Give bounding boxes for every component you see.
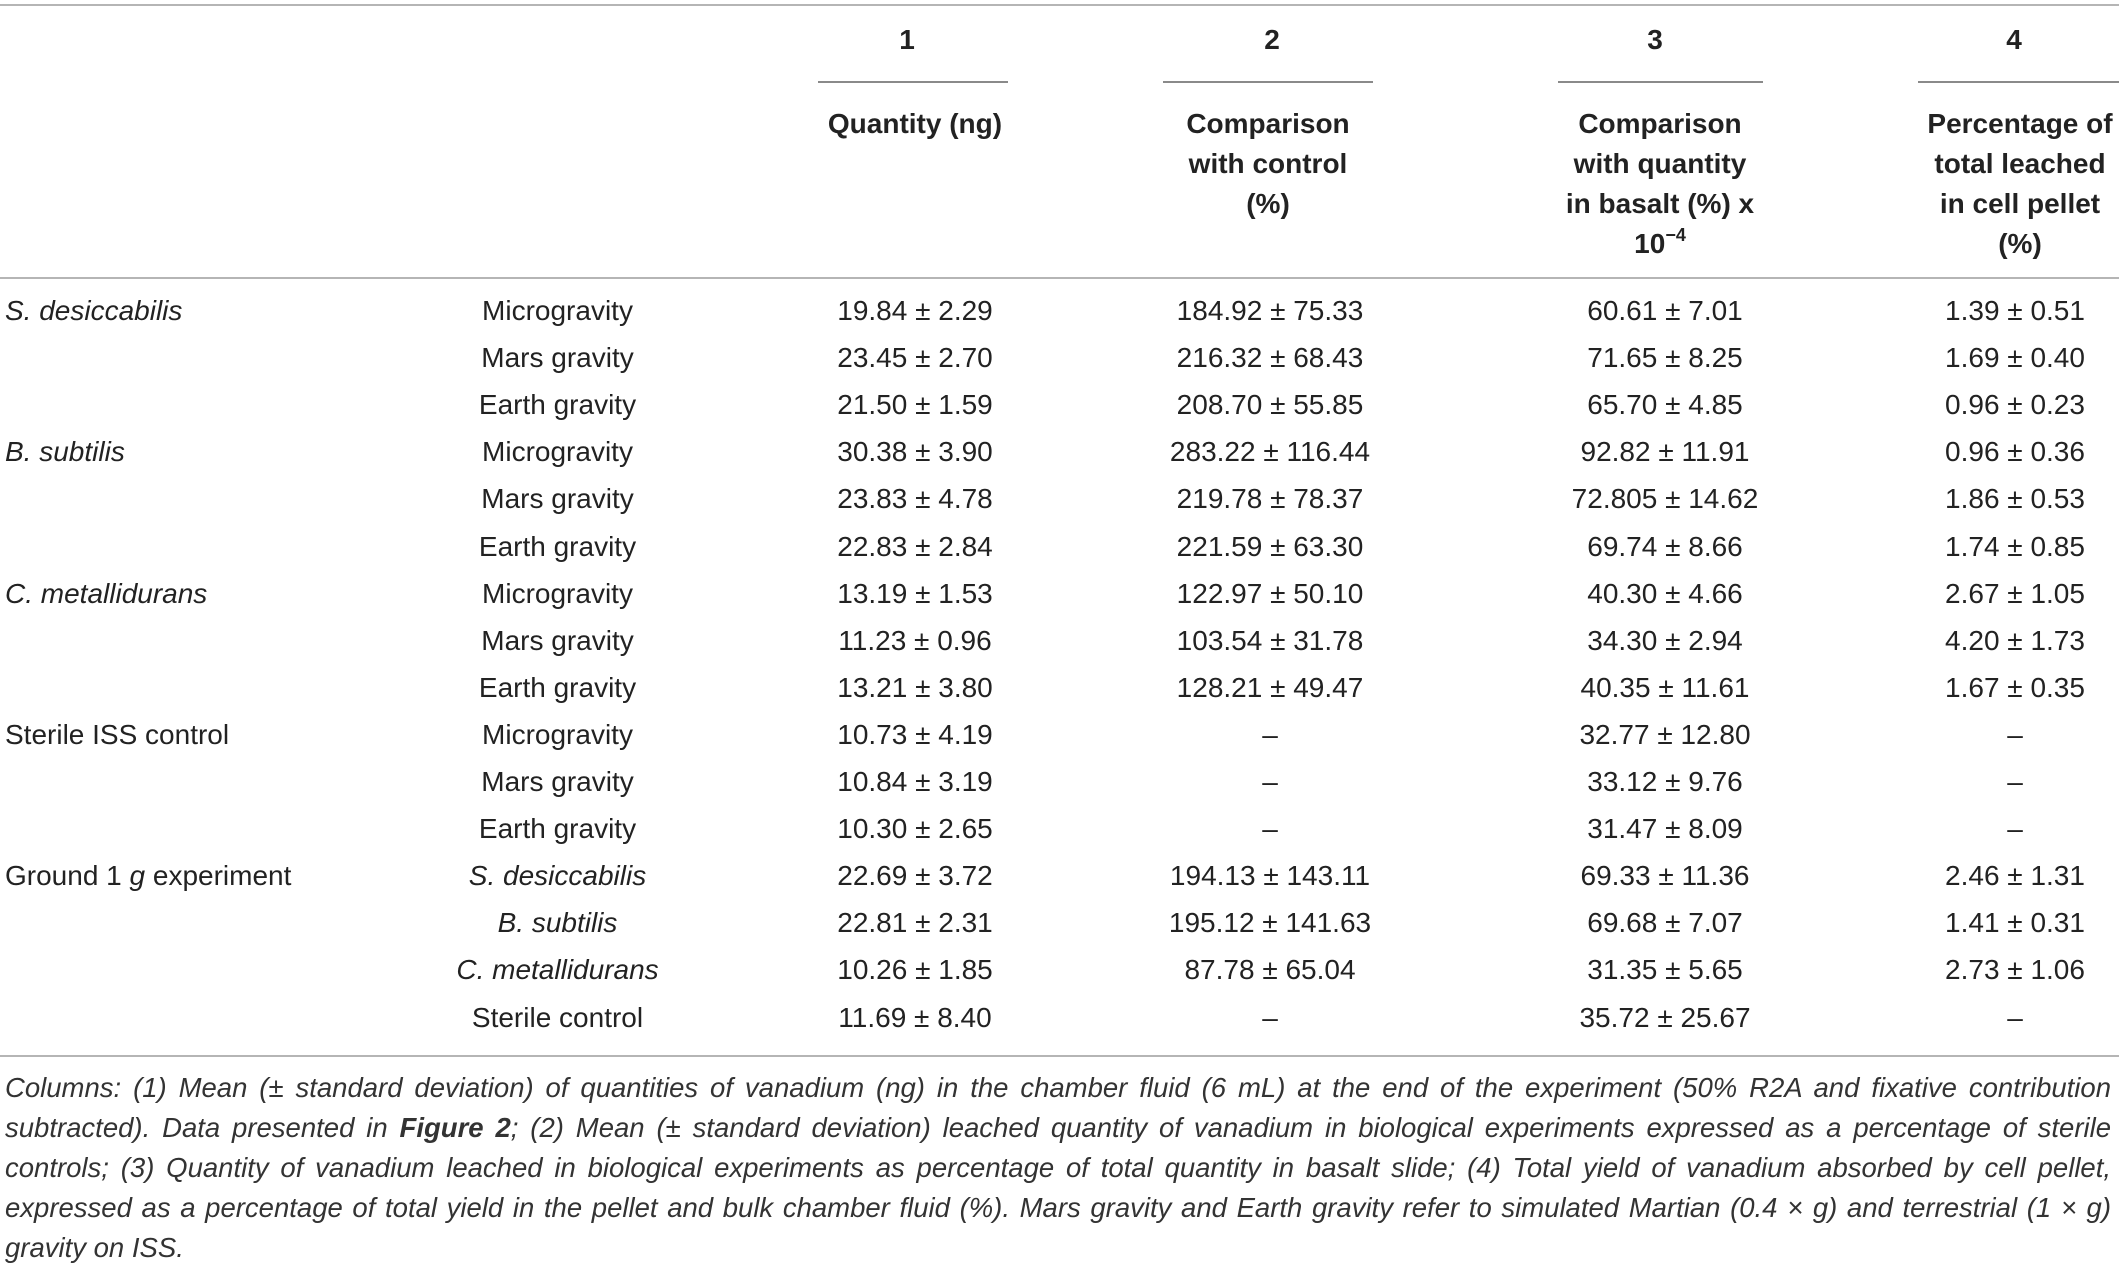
- figure-reference: Figure 2: [399, 1112, 511, 1143]
- column-header-4-line: in cell pellet: [1939, 188, 2101, 219]
- column-header-1-line: Quantity (ng): [827, 108, 1003, 139]
- cell-quantity: 13.19 ± 1.53: [837, 577, 993, 609]
- cell-pellet-percentage: 0.96 ± 0.23: [1945, 389, 2085, 421]
- row-condition: Microgravity: [482, 295, 633, 326]
- column-header-3-line: with quantity: [1573, 148, 1747, 179]
- table-row: [0, 475, 2119, 522]
- cell-pellet-percentage: –: [2007, 766, 2023, 797]
- cell-comparison-basalt: 33.12 ± 9.76: [1587, 766, 1743, 797]
- row-group-label: [5, 852, 291, 899]
- cell-comparison-control: 216.32 ± 68.43: [1176, 342, 1364, 374]
- cell-pellet-percentage: 1.39 ± 0.51: [1945, 295, 2085, 326]
- row-group-label: C. metallidurans: [5, 577, 208, 609]
- cell-pellet-percentage: 1.86 ± 0.53: [1945, 483, 2085, 515]
- cell-pellet-percentage: 2.67 ± 1.05: [1945, 577, 2085, 609]
- column-number-2: 2: [1264, 24, 1280, 55]
- row-condition: Earth gravity: [478, 530, 637, 562]
- column-3-spanner-rule: [1558, 81, 1763, 83]
- cell-comparison-basalt: 69.68 ± 7.07: [1587, 907, 1743, 939]
- column-header-3: [1535, 104, 1785, 264]
- cell-comparison-basalt: 34.30 ± 2.94: [1587, 624, 1743, 656]
- cell-comparison-basalt: 40.35 ± 11.61: [1580, 671, 1750, 703]
- cell-quantity: 11.23 ± 0.96: [838, 624, 992, 656]
- column-header-2-line: with control: [1188, 148, 1348, 179]
- row-condition: Mars gravity: [481, 483, 634, 515]
- cell-comparison-basalt: 32.77 ± 12.80: [1579, 718, 1751, 750]
- cell-pellet-percentage: 1.74 ± 0.85: [1945, 530, 2085, 562]
- cell-comparison-basalt: 31.47 ± 8.09: [1587, 813, 1743, 845]
- column-header-3-line: in basalt (%) x: [1565, 188, 1755, 219]
- column-header-2-line: (%): [1246, 188, 1290, 219]
- column-header-3-power: [1535, 224, 1785, 264]
- cell-comparison-control: 194.13 ± 143.11: [1169, 860, 1371, 892]
- column-2-spanner-rule: [1163, 81, 1373, 83]
- group-label-part: experiment: [145, 860, 292, 892]
- cell-pellet-percentage: 0.96 ± 0.36: [1945, 436, 2085, 468]
- row-condition: B. subtilis: [497, 907, 618, 939]
- row-condition: Mars gravity: [481, 342, 634, 374]
- cell-comparison-control: –: [1262, 1001, 1278, 1033]
- row-condition: Microgravity: [482, 718, 633, 750]
- cell-pellet-percentage: 1.41 ± 0.31: [1945, 907, 2085, 939]
- column-header-2-line: Comparison: [1186, 108, 1350, 139]
- cell-quantity: 21.50 ± 1.59: [837, 389, 993, 421]
- row-condition: C. metallidurans: [456, 954, 659, 986]
- power-exponent: −4: [1665, 225, 1686, 245]
- cell-comparison-control: 195.12 ± 141.63: [1168, 907, 1372, 939]
- cell-quantity: 22.81 ± 2.31: [837, 907, 993, 939]
- cell-comparison-control: 208.70 ± 55.85: [1176, 389, 1364, 421]
- cell-quantity: 22.83 ± 2.84: [837, 530, 993, 562]
- cell-comparison-control: –: [1262, 813, 1278, 845]
- table-row: [0, 381, 2119, 428]
- cell-comparison-basalt: 60.61 ± 7.01: [1587, 295, 1743, 326]
- cell-comparison-control: 219.78 ± 78.37: [1176, 483, 1364, 515]
- table-bottom-rule: [0, 1055, 2119, 1057]
- row-condition: Earth gravity: [478, 671, 637, 703]
- cell-comparison-control: 283.22 ± 116.44: [1169, 436, 1371, 468]
- cell-quantity: 22.69 ± 3.72: [837, 860, 993, 892]
- cell-comparison-basalt: 31.35 ± 5.65: [1587, 954, 1743, 986]
- column-header-4-line: (%): [1998, 228, 2042, 259]
- table-row: [0, 852, 2119, 899]
- cell-comparison-basalt: 71.65 ± 8.25: [1587, 342, 1743, 374]
- row-condition: Mars gravity: [481, 766, 634, 797]
- cell-comparison-control: 128.21 ± 49.47: [1176, 671, 1364, 703]
- row-condition: Sterile control: [471, 1001, 644, 1033]
- cell-pellet-percentage: –: [2007, 718, 2023, 750]
- cell-pellet-percentage: 1.69 ± 0.40: [1945, 342, 2085, 374]
- table-row: [0, 899, 2119, 946]
- group-label-part: Ground 1: [5, 860, 130, 892]
- row-condition: Earth gravity: [478, 813, 637, 845]
- cell-quantity: 10.73 ± 4.19: [837, 718, 993, 750]
- column-number-1: 1: [899, 24, 915, 55]
- table-row: [0, 334, 2119, 381]
- cell-comparison-basalt: 69.33 ± 11.36: [1580, 860, 1750, 892]
- cell-comparison-basalt: 40.30 ± 4.66: [1587, 577, 1743, 609]
- table-row: [0, 287, 2119, 334]
- cell-comparison-basalt: 65.70 ± 4.85: [1587, 389, 1743, 421]
- cell-comparison-control: 122.97 ± 50.10: [1176, 577, 1364, 609]
- cell-comparison-control: –: [1262, 718, 1278, 750]
- cell-quantity: 23.45 ± 2.70: [837, 342, 993, 374]
- cell-pellet-percentage: –: [2007, 1001, 2023, 1033]
- table-row: [0, 428, 2119, 475]
- table-footnote: [5, 1068, 2111, 1268]
- table-row: [0, 523, 2119, 570]
- header-bottom-rule: [0, 277, 2119, 279]
- cell-pellet-percentage: 2.73 ± 1.06: [1945, 954, 2085, 986]
- cell-quantity: 13.21 ± 3.80: [837, 671, 993, 703]
- row-condition: Microgravity: [482, 436, 633, 468]
- table-row: [0, 570, 2119, 617]
- row-condition: Earth gravity: [478, 389, 637, 421]
- column-header-2: [1143, 104, 1393, 224]
- column-header-4-line: Percentage of: [1927, 108, 2113, 139]
- footnote-text-2: ; (2) Mean (± standard deviation) leached quantity of vanadium in biological experiments expressed as a percentage of sterile controls; (3) Quantity of vanadium leached in biological experiments as percentage of total quantity in basalt slide; (4) Total yield of vanadium absorbed by cell pellet, expressed as a percentage of total yield in the pellet and bulk chamber fluid (%). Mars gravity and Earth gravity refer to simulated Martian (0.4 × g) and terrestrial (1 × g) gravity on ISS.: [5, 1112, 2111, 1263]
- table-row: [0, 664, 2119, 711]
- table-row: [0, 805, 2119, 852]
- cell-pellet-percentage: 4.20 ± 1.73: [1945, 624, 2085, 656]
- column-1-spanner-rule: [818, 81, 1008, 83]
- column-header-4-line: total leached: [1934, 148, 2106, 179]
- column-number-3: 3: [1647, 24, 1663, 55]
- cell-comparison-basalt: 92.82 ± 11.91: [1580, 436, 1750, 468]
- column-header-4: [1900, 104, 2119, 264]
- cell-pellet-percentage: 2.46 ± 1.31: [1945, 860, 2085, 892]
- column-header-3-line: Comparison: [1578, 108, 1742, 139]
- table-top-rule: [0, 4, 2119, 6]
- cell-comparison-basalt: 69.74 ± 8.66: [1587, 530, 1743, 562]
- cell-comparison-control: 184.92 ± 75.33: [1176, 295, 1364, 326]
- cell-comparison-control: 221.59 ± 63.30: [1176, 530, 1364, 562]
- table-row: [0, 994, 2119, 1041]
- cell-comparison-control: –: [1262, 766, 1278, 797]
- column-header-1: [795, 104, 1035, 144]
- row-condition: Mars gravity: [481, 624, 634, 656]
- cell-comparison-basalt: 72.805 ± 14.62: [1571, 483, 1759, 515]
- cell-quantity: 30.38 ± 3.90: [837, 436, 993, 468]
- cell-quantity: 11.69 ± 8.40: [838, 1001, 992, 1033]
- row-group-label: B. subtilis: [5, 436, 125, 468]
- cell-pellet-percentage: –: [2007, 813, 2023, 845]
- group-label-part: g: [129, 860, 146, 892]
- cell-quantity: 23.83 ± 4.78: [837, 483, 993, 515]
- cell-pellet-percentage: 1.67 ± 0.35: [1945, 671, 2085, 703]
- cell-quantity: 10.26 ± 1.85: [837, 954, 993, 986]
- row-condition: Microgravity: [482, 577, 633, 609]
- row-group-label: Sterile ISS control: [5, 718, 230, 750]
- cell-comparison-control: 87.78 ± 65.04: [1184, 954, 1356, 986]
- column-4-spanner-rule: [1918, 81, 2119, 83]
- footnote-text-1: Columns: (1) Mean (± standard deviation) of quantities of vanadium (ng) in the chamber fluid (6 mL) at the end of the experiment (50% R2A and fixative contribution subtracted). Data presented in: [5, 1072, 2111, 1143]
- column-number-4: 4: [2006, 24, 2022, 55]
- row-group-label: S. desiccabilis: [5, 295, 183, 326]
- table-row: [0, 946, 2119, 993]
- table-row: [0, 617, 2119, 664]
- table-row: [0, 758, 2119, 805]
- cell-comparison-basalt: 35.72 ± 25.67: [1579, 1001, 1751, 1033]
- table-row: [0, 711, 2119, 758]
- cell-quantity: 19.84 ± 2.29: [837, 295, 993, 326]
- cell-quantity: 10.30 ± 2.65: [837, 813, 993, 845]
- cell-quantity: 10.84 ± 3.19: [837, 766, 993, 797]
- row-condition: S. desiccabilis: [468, 860, 647, 892]
- cell-comparison-control: 103.54 ± 31.78: [1176, 624, 1364, 656]
- power-base: 10: [1634, 228, 1666, 259]
